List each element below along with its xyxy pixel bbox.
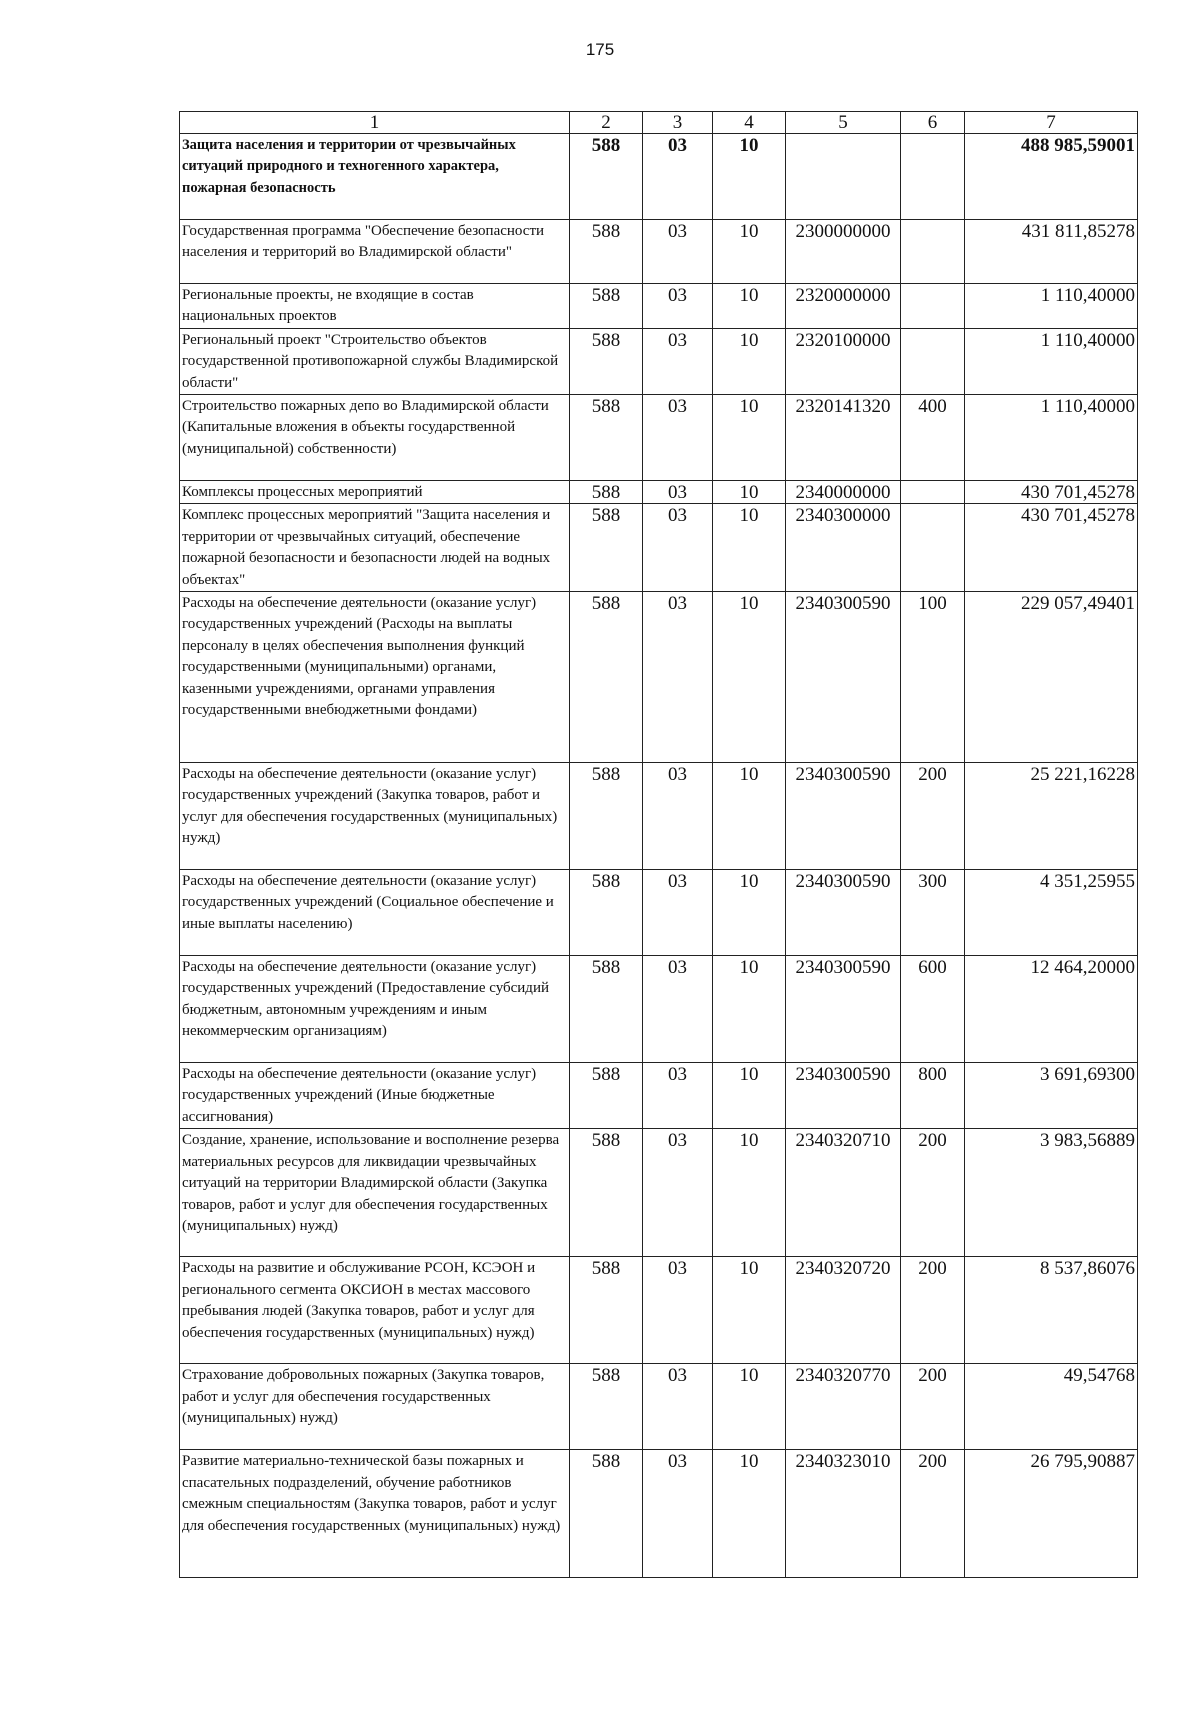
row-target-article-cell: 2340320770	[786, 1364, 901, 1450]
row-target-article-cell: 2340320710	[786, 1129, 901, 1257]
row-section-cell: 03	[643, 284, 713, 329]
row-expense-type-cell: 200	[901, 1129, 965, 1257]
row-target-article-cell: 2340300590	[786, 592, 901, 763]
row-section-cell: 03	[643, 956, 713, 1063]
table-row	[180, 956, 1138, 1063]
row-code-cell: 588	[570, 328, 643, 394]
row-code-cell: 588	[570, 395, 643, 481]
row-target-article-cell: 2340320720	[786, 1257, 901, 1364]
row-name-cell: Региональные проекты, не входящие в состав национальных проектов	[180, 284, 570, 329]
row-section-cell: 03	[643, 1257, 713, 1364]
row-expense-type-cell: 100	[901, 592, 965, 763]
row-target-article-cell: 2320000000	[786, 284, 901, 329]
table-row	[180, 1129, 1138, 1257]
row-name-cell: Комплекс процессных мероприятий "Защита населения и территории от чрезвычайных ситуаций, обеспечение пожарной безопасности и безопасности людей на водных объектах"	[180, 504, 570, 592]
row-subsection-cell: 10	[713, 763, 786, 870]
row-section-cell: 03	[643, 763, 713, 870]
row-target-article-cell	[786, 134, 901, 220]
row-amount-cell: 4 351,25955	[965, 870, 1138, 956]
row-code-cell: 588	[570, 504, 643, 592]
row-name-cell: Расходы на обеспечение деятельности (оказание услуг) государственных учреждений (Иные бюджетные ассигнования)	[180, 1063, 570, 1129]
row-section-cell: 03	[643, 1450, 713, 1578]
row-subsection-cell: 10	[713, 1063, 786, 1129]
row-name-cell: Строительство пожарных депо во Владимирской области (Капитальные вложения в объекты государственной (муниципальной) собственности)	[180, 395, 570, 481]
table-row	[180, 220, 1138, 284]
table-row	[180, 763, 1138, 870]
row-target-article-cell: 2340300590	[786, 956, 901, 1063]
row-name-cell: Государственная программа "Обеспечение безопасности населения и территорий во Владимирской области"	[180, 220, 570, 284]
row-name-cell: Страхование добровольных пожарных (Закупка товаров, работ и услуг для обеспечения государственных (муниципальных) нужд)	[180, 1364, 570, 1450]
row-code-cell: 588	[570, 1450, 643, 1578]
row-expense-type-cell	[901, 504, 965, 592]
row-target-article-cell: 2340300590	[786, 763, 901, 870]
row-expense-type-cell: 800	[901, 1063, 965, 1129]
row-code-cell: 588	[570, 134, 643, 220]
table-row	[180, 1364, 1138, 1450]
header-cell: 3	[643, 112, 713, 134]
row-expense-type-cell: 400	[901, 395, 965, 481]
row-name-cell: Расходы на обеспечение деятельности (оказание услуг) государственных учреждений (Закупка товаров, работ и услуг для обеспечения государственных (муниципальных) нужд)	[180, 763, 570, 870]
table-header-row	[180, 112, 1138, 134]
row-section-cell: 03	[643, 220, 713, 284]
row-code-cell: 588	[570, 1063, 643, 1129]
row-code-cell: 588	[570, 481, 643, 504]
row-code-cell: 588	[570, 592, 643, 763]
row-target-article-cell: 2320141320	[786, 395, 901, 481]
row-code-cell: 588	[570, 220, 643, 284]
row-amount-cell: 430 701,45278	[965, 481, 1138, 504]
row-target-article-cell: 2340300000	[786, 504, 901, 592]
table-row	[180, 134, 1138, 220]
row-amount-cell: 8 537,86076	[965, 1257, 1138, 1364]
header-cell: 7	[965, 112, 1138, 134]
row-name-cell: Региональный проект "Строительство объектов государственной противопожарной службы Владимирской области"	[180, 328, 570, 394]
row-subsection-cell: 10	[713, 1364, 786, 1450]
row-subsection-cell: 10	[713, 1129, 786, 1257]
row-amount-cell: 1 110,40000	[965, 284, 1138, 329]
table-row	[180, 284, 1138, 329]
row-amount-cell: 229 057,49401	[965, 592, 1138, 763]
row-name-cell: Расходы на обеспечение деятельности (оказание услуг) государственных учреждений (Социальное обеспечение и иные выплаты населению)	[180, 870, 570, 956]
row-amount-cell: 488 985,59001	[965, 134, 1138, 220]
row-subsection-cell: 10	[713, 481, 786, 504]
table-row	[180, 870, 1138, 956]
row-code-cell: 588	[570, 956, 643, 1063]
row-expense-type-cell	[901, 134, 965, 220]
header-cell: 5	[786, 112, 901, 134]
row-amount-cell: 1 110,40000	[965, 395, 1138, 481]
row-expense-type-cell: 200	[901, 1450, 965, 1578]
row-code-cell: 588	[570, 870, 643, 956]
row-target-article-cell: 2300000000	[786, 220, 901, 284]
row-section-cell: 03	[643, 870, 713, 956]
row-name-cell: Расходы на развитие и обслуживание РСОН, КСЭОН и регионального сегмента ОКСИОН в местах массового пребывания людей (Закупка товаров, работ и услуг для обеспечения государственных (муниципальных) нужд)	[180, 1257, 570, 1364]
row-subsection-cell: 10	[713, 328, 786, 394]
row-code-cell: 588	[570, 1257, 643, 1364]
row-section-cell: 03	[643, 1063, 713, 1129]
row-name-cell: Комплексы процессных мероприятий	[180, 481, 570, 504]
row-target-article-cell: 2340300590	[786, 870, 901, 956]
row-section-cell: 03	[643, 592, 713, 763]
row-code-cell: 588	[570, 763, 643, 870]
table-row	[180, 1063, 1138, 1129]
row-amount-cell: 430 701,45278	[965, 504, 1138, 592]
row-code-cell: 588	[570, 284, 643, 329]
row-expense-type-cell: 600	[901, 956, 965, 1063]
row-amount-cell: 25 221,16228	[965, 763, 1138, 870]
table-row	[180, 592, 1138, 763]
row-expense-type-cell	[901, 328, 965, 394]
row-subsection-cell: 10	[713, 592, 786, 763]
row-name-cell: Расходы на обеспечение деятельности (оказание услуг) государственных учреждений (Расходы на выплаты персоналу в целях обеспечения выполнения функций государственными (муниципальными) органами, казенными учреждениями, органами управления государственными внебюджетными фондами)	[180, 592, 570, 763]
table-row	[180, 504, 1138, 592]
row-amount-cell: 49,54768	[965, 1364, 1138, 1450]
row-name-cell: Защита населения и территории от чрезвычайных ситуаций природного и техногенного характера, пожарная безопасность	[180, 134, 570, 220]
row-subsection-cell: 10	[713, 1257, 786, 1364]
row-amount-cell: 26 795,90887	[965, 1450, 1138, 1578]
row-subsection-cell: 10	[713, 504, 786, 592]
row-code-cell: 588	[570, 1129, 643, 1257]
row-amount-cell: 3 691,69300	[965, 1063, 1138, 1129]
row-subsection-cell: 10	[713, 284, 786, 329]
row-subsection-cell: 10	[713, 870, 786, 956]
row-expense-type-cell	[901, 220, 965, 284]
row-code-cell: 588	[570, 1364, 643, 1450]
row-expense-type-cell: 200	[901, 1364, 965, 1450]
table-row	[180, 481, 1138, 504]
row-expense-type-cell	[901, 481, 965, 504]
budget-table	[179, 111, 1138, 1578]
row-expense-type-cell: 300	[901, 870, 965, 956]
row-section-cell: 03	[643, 1364, 713, 1450]
row-section-cell: 03	[643, 328, 713, 394]
header-cell: 4	[713, 112, 786, 134]
row-name-cell: Развитие материально-технической базы пожарных и спасательных подразделений, обучение работников смежным специальностям (Закупка товаров, работ и услуг для обеспечения государственных (муниципальных) нужд)	[180, 1450, 570, 1578]
row-subsection-cell: 10	[713, 220, 786, 284]
row-subsection-cell: 10	[713, 395, 786, 481]
row-expense-type-cell	[901, 284, 965, 329]
table-row	[180, 1257, 1138, 1364]
row-section-cell: 03	[643, 481, 713, 504]
row-subsection-cell: 10	[713, 1450, 786, 1578]
row-target-article-cell: 2340300590	[786, 1063, 901, 1129]
row-name-cell: Расходы на обеспечение деятельности (оказание услуг) государственных учреждений (Предоставление субсидий бюджетным, автономным учреждениям и иным некоммерческим организациям)	[180, 956, 570, 1063]
row-name-cell: Создание, хранение, использование и восполнение резерва материальных ресурсов для ликвидации чрезвычайных ситуаций на территории Владимирской области (Закупка товаров, работ и услуг для обеспечения государственных (муниципальных) нужд)	[180, 1129, 570, 1257]
row-section-cell: 03	[643, 134, 713, 220]
header-cell: 2	[570, 112, 643, 134]
row-subsection-cell: 10	[713, 134, 786, 220]
table-row	[180, 1450, 1138, 1578]
row-amount-cell: 3 983,56889	[965, 1129, 1138, 1257]
row-section-cell: 03	[643, 1129, 713, 1257]
row-amount-cell: 12 464,20000	[965, 956, 1138, 1063]
row-target-article-cell: 2340000000	[786, 481, 901, 504]
row-section-cell: 03	[643, 504, 713, 592]
row-section-cell: 03	[643, 395, 713, 481]
row-target-article-cell: 2320100000	[786, 328, 901, 394]
row-amount-cell: 431 811,85278	[965, 220, 1138, 284]
row-amount-cell: 1 110,40000	[965, 328, 1138, 394]
row-target-article-cell: 2340323010	[786, 1450, 901, 1578]
table-row	[180, 395, 1138, 481]
table-body	[180, 112, 1138, 1578]
row-subsection-cell: 10	[713, 956, 786, 1063]
header-cell: 1	[180, 112, 570, 134]
row-expense-type-cell: 200	[901, 1257, 965, 1364]
header-cell: 6	[901, 112, 965, 134]
table-row	[180, 328, 1138, 394]
page-number: 175	[585, 40, 615, 59]
row-expense-type-cell: 200	[901, 763, 965, 870]
